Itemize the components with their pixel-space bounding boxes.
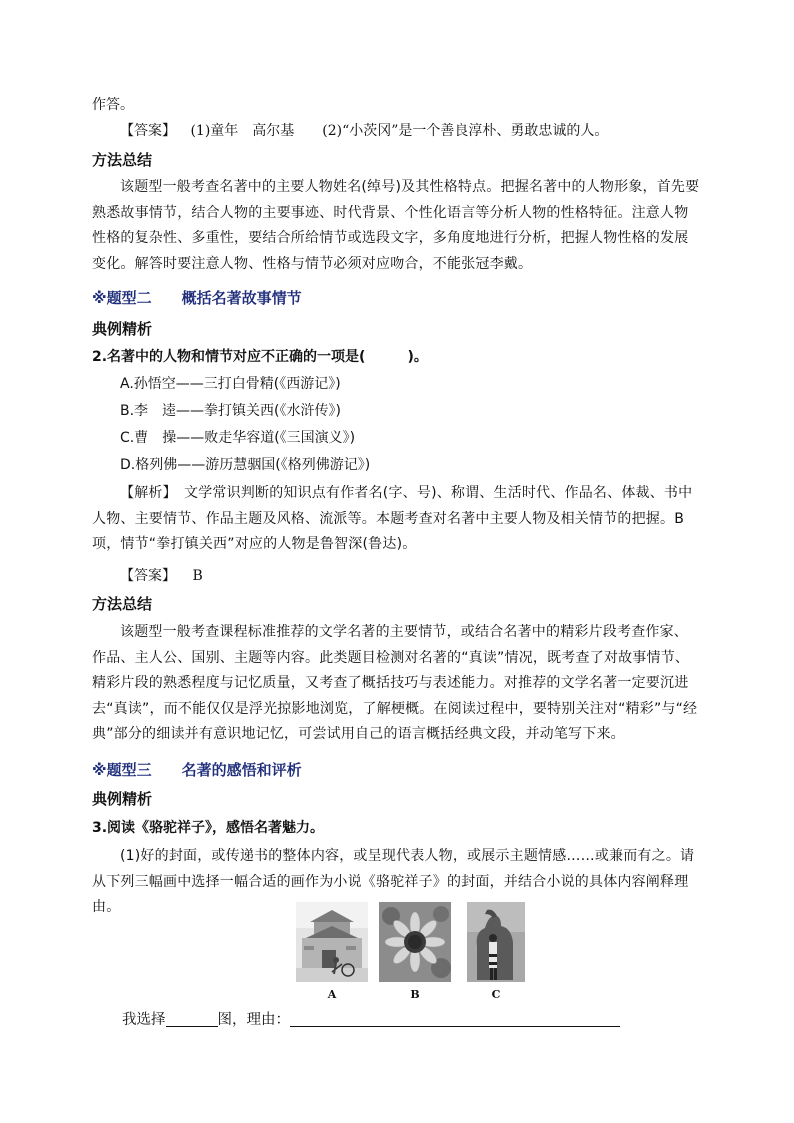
analysis-label: 【解析】 — [120, 485, 170, 501]
image-caption-b: B — [410, 988, 420, 1001]
answer2-text: B — [192, 568, 203, 584]
analysis-paragraph — [92, 481, 700, 558]
method-body-2: 该题型一般考查课程标准推荐的文学名著的主要情节，或结合名著中的精彩片段考查作家、作品、主人公、国别、主题等内容。此类题目检测对名著的“真读”情况，既考查了对故事情节、精彩片段的熟悉程度与记忆质量，又考查了概括技巧与表述能力。对推荐的文学名著一定要沉进去“真读”，而不能仅仅是浮光掠影地浏览，了解梗概。在阅读过程中，要特别关注对“精彩”与“经典”部分的细读并有意识地记忆，可尝试用自己的语言概括经典文段，并动笔写下来。 — [92, 624, 698, 742]
option-d: D.格列佛——游历慧骃国(《格列佛游记》) — [120, 457, 371, 473]
image-caption-a: A — [327, 988, 337, 1001]
type3-heading: ※题型三 名著的感悟和评析 — [92, 761, 302, 779]
type2-heading: ※题型二 概括名著故事情节 — [92, 289, 302, 307]
type3-body: (1)好的封面，或传递书的整体内容，或呈现代表人物，或展示主题情感……或兼而有之。请从下列三幅画中选择一幅合适的画作为小说《骆驼祥子》的封面，并结合小说的具体内容阐释理由。 — [92, 848, 695, 915]
option-a: A.孙悟空——三打白骨精(《西游记》) — [120, 376, 341, 392]
option-c: C.曹 操——败走华容道(《三国演义》) — [120, 430, 356, 446]
method-title-2: 方法总结 — [92, 595, 153, 613]
method-title-1: 方法总结 — [92, 151, 153, 169]
sunflower-image — [379, 902, 451, 982]
type3-question: 3.阅读《骆驼祥子》，感悟名著魅力。 — [92, 820, 325, 836]
answer-line-1 — [120, 122, 608, 140]
type3-example-title: 典例精析 — [92, 790, 153, 808]
fill-middle: 图，理由： — [217, 1012, 290, 1028]
answer2-label: 【答案】 — [120, 568, 176, 584]
analysis-text: 文学常识判断的知识点有作者名(字、号)、称谓、生活时代、作品名、体裁、书中人物、主要情节、作品主题及风格、流派等。本题考查对名著中主要人物及相关情节的把握。B项，情节“拳打镇关西”对应的人物是鲁智深(鲁达)。 — [92, 485, 693, 552]
type2-example-title: 典例精析 — [92, 320, 153, 338]
fill-prefix: 我选择 — [122, 1012, 166, 1028]
image-caption-c: C — [491, 988, 501, 1001]
type2-question: 2.名著中的人物和情节对应不正确的一项是( )。 — [92, 349, 428, 365]
camel-figure-image — [467, 902, 525, 982]
reason-blank[interactable] — [290, 1010, 620, 1027]
answer-line-2 — [120, 567, 203, 585]
top-line: 作答。 — [92, 97, 134, 113]
fill-in-line — [122, 1010, 620, 1029]
answer-label: 【答案】 — [120, 123, 176, 139]
city-gate-rickshaw-image — [296, 902, 368, 982]
method-body-1: 该题型一般考查名著中的主要人物姓名(绰号)及其性格特点。把握名著中的人物形象，首先要熟悉故事情节，结合人物的主要事迹、时代背景、个性化语言等分析人物的性格特征。注意人物性格的复杂性、多重性，要结合所给情节或选段文字，多角度地进行分析，把握人物性格的发展变化。解答时要注意人物、性格与情节必须对应吻合，不能张冠李戴。 — [92, 179, 700, 272]
answer-text: (1)童年 高尔基 (2)“小茨冈”是一个善良淳朴、勇敢忠诚的人。 — [190, 123, 609, 139]
choice-blank[interactable] — [166, 1010, 218, 1027]
option-b: B.李 逵——拳打镇关西(《水浒传》) — [120, 403, 341, 419]
